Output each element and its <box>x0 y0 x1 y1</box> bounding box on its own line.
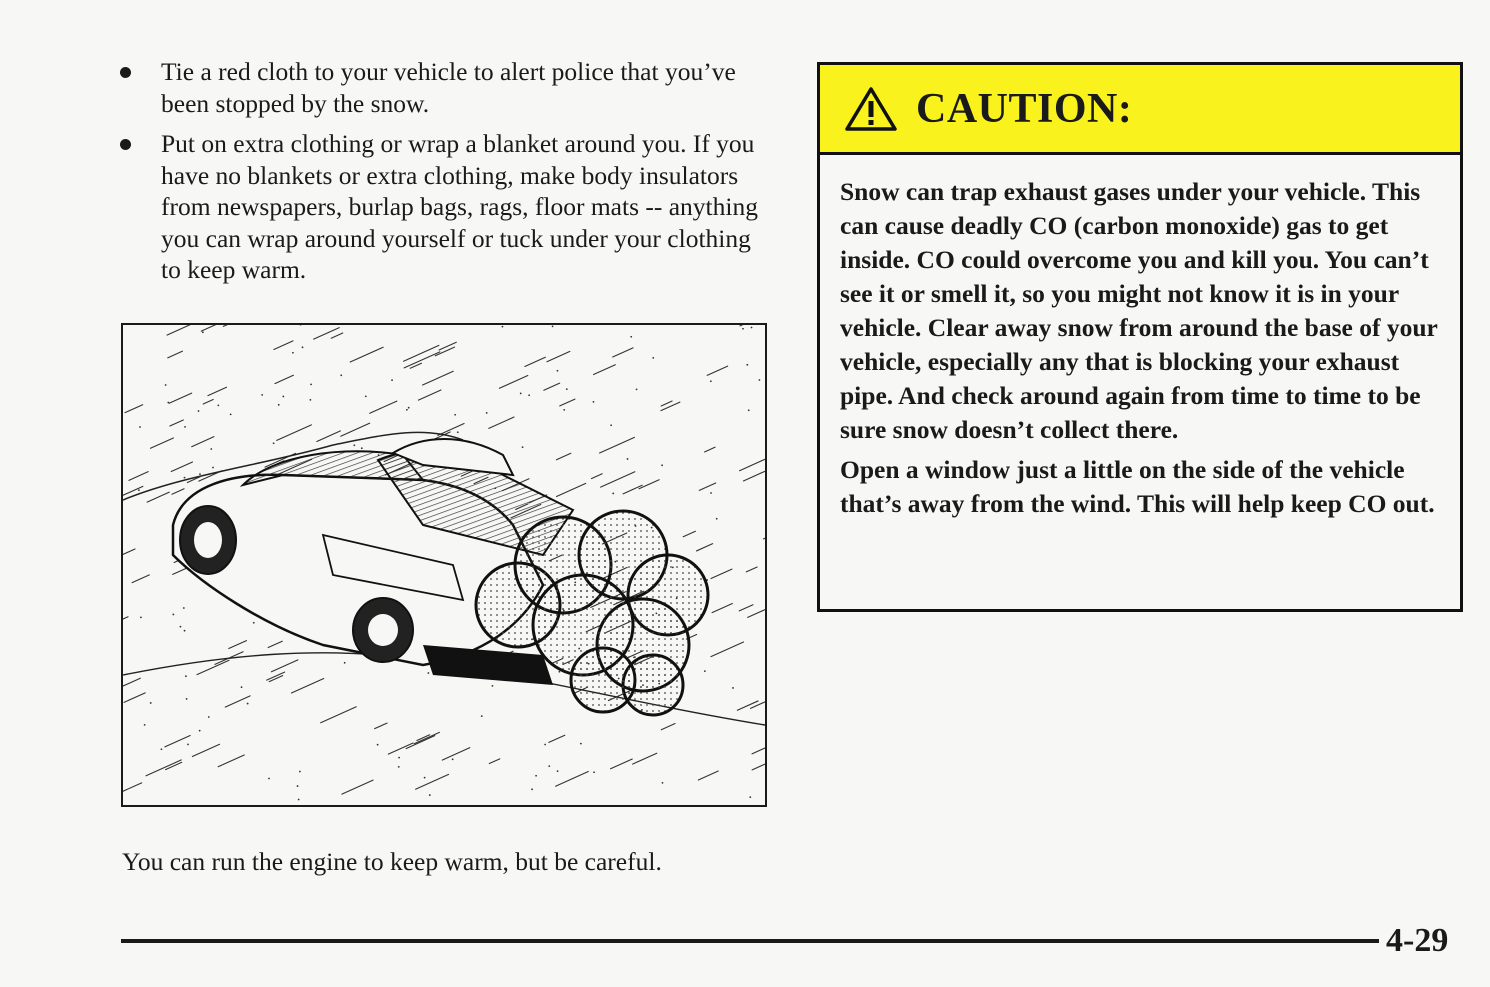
bullet-list <box>112 56 772 295</box>
footer-rule <box>121 939 1379 943</box>
bullet-text: Put on extra clothing or wrap a blanket around you. If you have no blankets or extra clothing, make body insulators from newspapers, burlap bags, rags, floor mats -- anything you can wrap around yourself or tuck under your clothing to keep warm. <box>161 129 758 284</box>
warning-triangle-icon <box>844 86 898 132</box>
bullet-item-red-cloth <box>112 56 772 119</box>
bullet-dot-icon <box>120 139 131 150</box>
caution-paragraph: Snow can trap exhaust gases under your vehicle. This can cause deadly CO (carbon monoxide) gas to get inside. CO could overcome you and kill you. You can’t see it or smell it, so you might not know it is in your vehicle. Clear away snow from around the base of your vehicle, especially any that is blocking your exhaust pipe. And check around again from time to time to be sure snow doesn’t collect there. <box>840 177 1438 444</box>
bullet-dot-icon <box>120 67 131 78</box>
illustration-svg <box>123 325 765 805</box>
caution-paragraph: Open a window just a little on the side of the vehicle that’s away from the wind. This will help keep CO out. <box>840 455 1435 518</box>
caution-title: CAUTION: <box>916 85 1133 132</box>
snowbound-car-illustration <box>121 323 767 807</box>
bullet-text: Tie a red cloth to your vehicle to alert police that you’ve been stopped by the snow. <box>161 57 736 118</box>
engine-warning-text: You can run the engine to keep warm, but be careful. <box>122 847 662 876</box>
caution-box <box>817 62 1463 612</box>
page-number: 4-29 <box>1386 922 1449 959</box>
caution-header <box>820 65 1460 155</box>
bullet-item-extra-clothing <box>112 128 772 286</box>
caution-body <box>820 155 1460 521</box>
